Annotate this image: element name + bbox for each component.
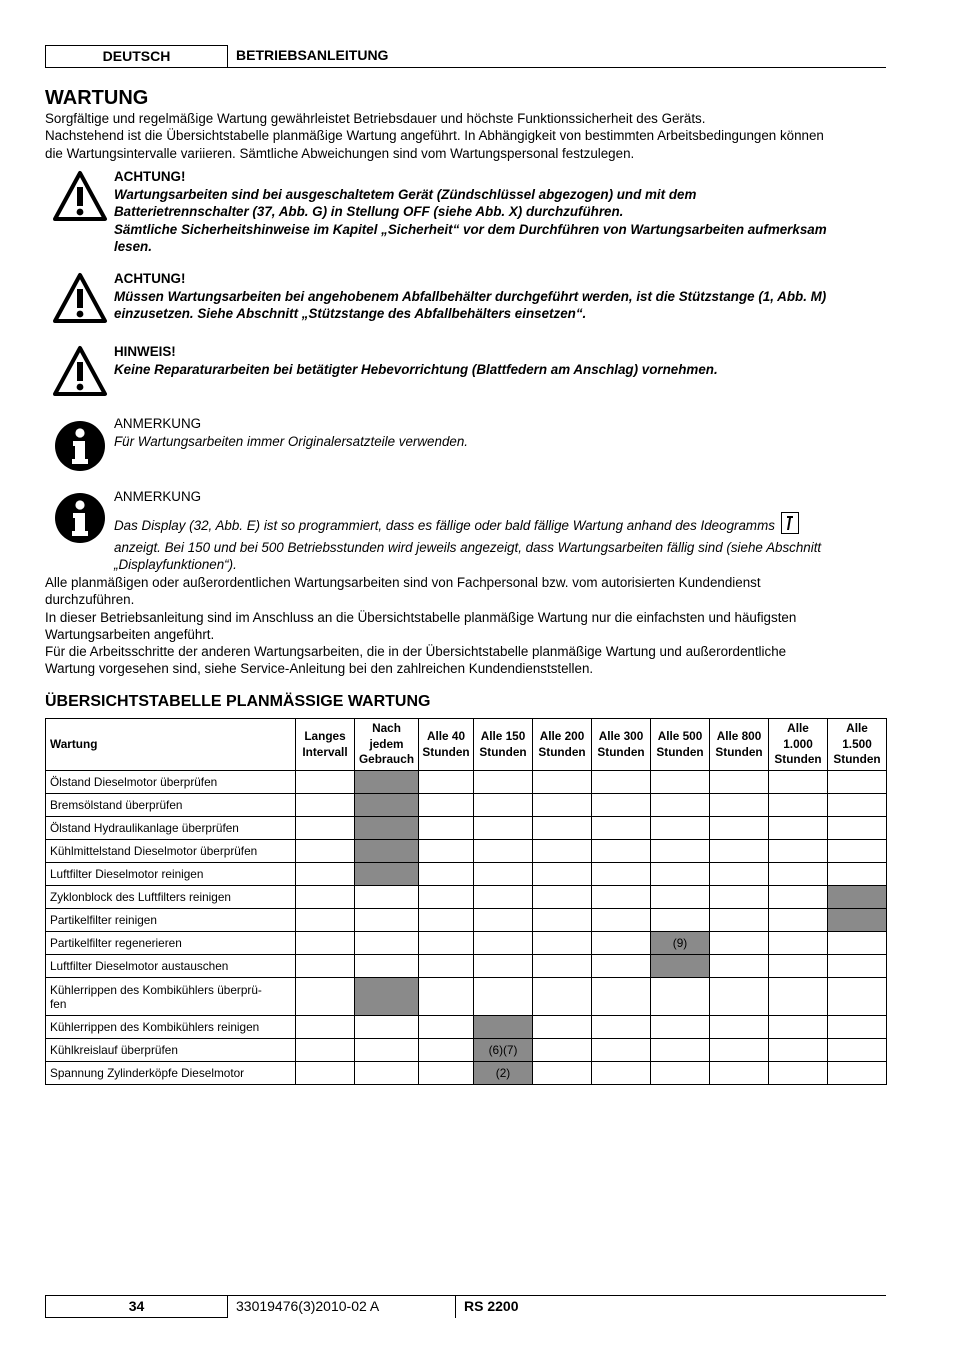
task-line: Kühlkreislauf überprüfen — [50, 1043, 178, 1057]
interval-cell — [355, 886, 419, 909]
interval-cell — [474, 840, 533, 863]
interval-cell — [296, 1039, 355, 1062]
interval-cell — [828, 1016, 887, 1039]
table-row — [46, 1016, 887, 1039]
task-line: Partikelfilter reinigen — [50, 913, 157, 927]
task-cell — [46, 863, 296, 886]
table-header-interval — [296, 719, 355, 771]
header-line: 1.500 — [842, 736, 872, 751]
interval-cell — [296, 886, 355, 909]
warning-note-2 — [114, 270, 894, 323]
info-icon — [54, 492, 106, 544]
task-line: Partikelfilter regenerieren — [50, 936, 182, 950]
interval-cell — [828, 1062, 887, 1085]
interval-cell — [533, 771, 592, 794]
interval-cell — [769, 932, 828, 955]
header-line: Wartung — [50, 736, 98, 751]
interval-cell — [533, 1039, 592, 1062]
table-row — [46, 909, 887, 932]
interval-cell — [710, 909, 769, 932]
remark-line — [114, 512, 904, 539]
task-line: fen — [50, 996, 67, 1011]
intro-paragraph — [45, 110, 895, 162]
interval-cell — [474, 863, 533, 886]
task-line: Ölstand Dieselmotor überprüfen — [50, 775, 218, 789]
table-header-interval — [828, 719, 887, 771]
interval-cell — [592, 794, 651, 817]
interval-cell — [533, 794, 592, 817]
header-line: Stunden — [715, 744, 763, 759]
interval-cell — [828, 771, 887, 794]
interval-cell — [769, 886, 828, 909]
interval-cell — [296, 863, 355, 886]
interval-cell — [355, 955, 419, 978]
table-header-interval — [533, 719, 592, 771]
interval-cell — [769, 978, 828, 1016]
interval-cell — [533, 886, 592, 909]
maintenance-marker — [355, 978, 419, 1016]
maintenance-marker — [474, 1016, 533, 1039]
note-line: Keine Reparaturarbeiten bei betätigter Hebevorrichtung (Blattfedern am Anschlag) vornehmen. — [114, 361, 718, 377]
interval-cell — [769, 955, 828, 978]
remark-line: anzeigt. Bei 150 und bei 500 Betriebsstunden wird jeweils angezeigt, dass Wartungsarbeiten fällig sind (siehe Abschnitt — [114, 539, 822, 555]
interval-cell — [533, 955, 592, 978]
header-line: Stunden — [774, 752, 822, 767]
interval-cell — [533, 909, 592, 932]
remark-2 — [114, 488, 904, 574]
table-row — [46, 794, 887, 817]
interval-cell — [592, 886, 651, 909]
table-row — [46, 1039, 887, 1062]
interval-cell — [769, 817, 828, 840]
maintenance-marker: (9) — [651, 932, 710, 955]
task-cell — [46, 978, 296, 1016]
interval-cell — [710, 932, 769, 955]
body-line: In dieser Betriebsanleitung sind im Anschluss an die Übersichtstabelle planmäßige Wartung nur die einfachsten und häufigsten — [45, 609, 797, 625]
interval-cell — [651, 794, 710, 817]
table-row — [46, 1062, 887, 1085]
interval-cell — [769, 863, 828, 886]
page-number: 34 — [128, 1298, 145, 1314]
interval-cell — [651, 909, 710, 932]
interval-cell — [533, 932, 592, 955]
remark-title: ANMERKUNG — [114, 416, 202, 431]
header-line: Stunden — [656, 744, 704, 759]
interval-cell — [419, 840, 474, 863]
maintenance-marker — [355, 794, 419, 817]
note-line: einzusetzen. Siehe Abschnitt „Stützstange des Abfallbehälters einsetzen“. — [114, 306, 587, 321]
interval-cell — [651, 840, 710, 863]
header-line: Alle 800 — [716, 729, 762, 743]
table-row — [46, 863, 887, 886]
interval-cell — [355, 1016, 419, 1039]
interval-cell — [651, 771, 710, 794]
interval-cell — [474, 909, 533, 932]
interval-cell — [419, 932, 474, 955]
body-line: Alle planmäßigen oder außerordentlichen Wartungsarbeiten sind von Fachpersonal bzw. vom autorisierten Kundendienst — [45, 575, 761, 590]
interval-cell — [533, 978, 592, 1016]
intro-line: Sorgfältige und regelmäßige Wartung gewährleistet Betriebsdauer und höchste Funktionssicherheit des Geräts. — [45, 111, 706, 126]
interval-cell — [828, 794, 887, 817]
warning-triangle-icon — [52, 345, 108, 397]
interval-cell — [769, 1039, 828, 1062]
maintenance-marker — [355, 840, 419, 863]
header-line: Gebrauch — [358, 752, 415, 767]
interval-cell — [710, 1016, 769, 1039]
interval-cell — [710, 771, 769, 794]
interval-cell — [651, 1039, 710, 1062]
header-rule — [228, 67, 886, 68]
interval-cell — [828, 978, 887, 1016]
interval-cell — [474, 794, 533, 817]
remark-line-text: Das Display (32, Abb. E) ist so programmiert, dass es fällige oder bald fällige Wartung anhand des Ideogramms — [114, 518, 775, 533]
task-line: Zyklonblock des Luftfilters reinigen — [50, 890, 231, 904]
maintenance-marker — [355, 863, 419, 886]
interval-cell — [710, 886, 769, 909]
header-line: Intervall — [302, 744, 348, 759]
interval-cell — [651, 1016, 710, 1039]
interval-cell — [710, 794, 769, 817]
interval-cell — [419, 771, 474, 794]
warning-note-1 — [114, 168, 894, 256]
table-row — [46, 771, 887, 794]
interval-cell — [592, 955, 651, 978]
hinweis-note — [114, 343, 894, 378]
header-language-box — [45, 45, 228, 68]
interval-cell — [710, 978, 769, 1016]
interval-cell — [474, 817, 533, 840]
info-icon — [54, 420, 106, 472]
task-line: Luftfilter Dieselmotor reinigen — [50, 867, 204, 881]
interval-cell — [651, 817, 710, 840]
table-header-interval — [592, 719, 651, 771]
interval-cell — [592, 817, 651, 840]
header-line: Alle 500 — [657, 729, 703, 743]
maintenance-marker — [355, 817, 419, 840]
interval-cell — [533, 840, 592, 863]
interval-cell — [769, 840, 828, 863]
interval-cell — [296, 771, 355, 794]
footer-page-box — [45, 1295, 228, 1318]
interval-cell — [828, 932, 887, 955]
task-cell — [46, 771, 296, 794]
interval-cell — [419, 794, 474, 817]
task-cell — [46, 817, 296, 840]
interval-cell — [828, 955, 887, 978]
interval-cell — [533, 863, 592, 886]
note-line: Batterietrennschalter (37, Abb. G) in Stellung OFF (siehe Abb. X) durchzuführen. — [114, 204, 624, 219]
task-line: Kühlerrippen des Kombikühlers reinigen — [50, 1020, 260, 1034]
note-title: ACHTUNG! — [114, 271, 186, 286]
intro-line: die Wartungsintervalle variieren. Sämtliche Abweichungen sind vom Wartungspersonal festzulegen. — [45, 145, 635, 161]
header-line: Alle 150 — [480, 729, 526, 743]
table-header-task — [46, 719, 296, 771]
task-line: Spannung Zylinderköpfe Dieselmotor — [50, 1066, 245, 1080]
interval-cell — [651, 886, 710, 909]
interval-cell — [828, 817, 887, 840]
interval-cell — [592, 1016, 651, 1039]
remark-line: „Displayfunktionen“). — [114, 557, 237, 572]
interval-cell — [419, 909, 474, 932]
interval-cell — [296, 794, 355, 817]
task-cell — [46, 886, 296, 909]
table-row — [46, 978, 887, 1016]
task-cell — [46, 840, 296, 863]
remark-1 — [114, 415, 894, 451]
table-row — [46, 817, 887, 840]
table-header-interval — [474, 719, 533, 771]
interval-cell — [296, 932, 355, 955]
interval-cell — [296, 1016, 355, 1039]
remark-line: Für Wartungsarbeiten immer Originalersatzteile verwenden. — [114, 434, 469, 449]
table-header-interval — [651, 719, 710, 771]
note-title: HINWEIS! — [114, 344, 176, 359]
note-line: Müssen Wartungsarbeiten bei angehobenem Abfallbehälter durchgeführt werden, ist die Stützstange (1, Abb. M) — [114, 288, 827, 304]
table-row — [46, 932, 887, 955]
header-line: Alle 200 — [539, 729, 585, 743]
note-line: Sämtliche Sicherheitshinweise im Kapitel „Sicherheit“ vor dem Durchführen von Wartungsarbeiten aufmerksam — [114, 221, 827, 237]
interval-cell — [355, 1062, 419, 1085]
header-line: Alle 40 — [426, 729, 466, 743]
task-line: Kühlmittelstand Dieselmotor überprüfen — [50, 844, 258, 858]
interval-cell — [651, 978, 710, 1016]
maintenance-table — [45, 718, 887, 1085]
interval-cell — [769, 794, 828, 817]
interval-cell — [651, 1062, 710, 1085]
body-line: Wartungsarbeiten angeführt. — [45, 626, 215, 642]
body-paragraph — [45, 574, 905, 678]
interval-cell — [769, 1016, 828, 1039]
note-line: lesen. — [114, 239, 152, 254]
interval-cell — [296, 1062, 355, 1085]
table-header-interval — [355, 719, 419, 771]
header-line: 1.000 — [783, 736, 813, 751]
task-line: Bremsölstand überprüfen — [50, 798, 183, 812]
header-line: Stunden — [597, 744, 645, 759]
interval-cell — [710, 817, 769, 840]
interval-cell — [296, 909, 355, 932]
interval-cell — [710, 1062, 769, 1085]
table-header-interval — [769, 719, 828, 771]
interval-cell — [828, 1039, 887, 1062]
interval-cell — [592, 909, 651, 932]
interval-cell — [474, 978, 533, 1016]
task-line: Ölstand Hydraulikanlage überprüfen — [50, 821, 239, 835]
note-line: Wartungsarbeiten sind bei ausgeschaltetem Gerät (Zündschlüssel abgezogen) und mit dem — [114, 186, 697, 202]
task-line: Kühlerrippen des Kombikühlers überprü- — [50, 982, 262, 997]
task-cell — [46, 909, 296, 932]
interval-cell — [710, 863, 769, 886]
interval-cell — [419, 955, 474, 978]
interval-cell — [296, 955, 355, 978]
task-line: Luftfilter Dieselmotor austauschen — [50, 959, 229, 973]
table-row — [46, 840, 887, 863]
body-line: Wartung vorgesehen sind, siehe Service-Anleitung bei den zahlreichen Kundendienststellen. — [45, 661, 594, 677]
interval-cell — [474, 955, 533, 978]
model-name: RS 2200 — [464, 1298, 519, 1314]
interval-cell — [419, 817, 474, 840]
header-line: Langes — [304, 729, 346, 743]
task-cell — [46, 932, 296, 955]
note-title: ACHTUNG! — [114, 169, 186, 184]
header-line: Stunden — [833, 752, 881, 767]
maintenance-marker — [828, 886, 887, 909]
interval-cell — [828, 863, 887, 886]
interval-cell — [769, 1062, 828, 1085]
page-title: WARTUNG — [45, 87, 149, 109]
interval-cell — [651, 863, 710, 886]
table-title: ÜBERSICHTSTABELLE PLANMÄSSIGE WARTUNG — [45, 693, 431, 710]
doc-code: 33019476(3)2010-02 A — [236, 1298, 380, 1314]
interval-cell — [474, 886, 533, 909]
table-header-interval — [710, 719, 769, 771]
body-line: durchzuführen. — [45, 592, 135, 608]
interval-cell — [296, 840, 355, 863]
interval-cell — [355, 932, 419, 955]
task-cell — [46, 1062, 296, 1085]
maintenance-marker — [828, 909, 887, 932]
wrench-icon — [781, 512, 799, 539]
header-language: DEUTSCH — [102, 48, 171, 64]
warning-triangle-icon — [52, 170, 108, 222]
table-row — [46, 886, 887, 909]
interval-cell — [296, 978, 355, 1016]
remark-title: ANMERKUNG — [114, 489, 202, 504]
interval-cell — [419, 1039, 474, 1062]
warning-triangle-icon — [52, 272, 108, 324]
footer-divider — [455, 1295, 456, 1318]
interval-cell — [592, 863, 651, 886]
interval-cell — [355, 909, 419, 932]
interval-cell — [533, 817, 592, 840]
table-row — [46, 955, 887, 978]
task-cell — [46, 955, 296, 978]
interval-cell — [592, 840, 651, 863]
table-header-row — [46, 719, 887, 771]
interval-cell — [592, 1062, 651, 1085]
table-header-interval — [419, 719, 474, 771]
interval-cell — [355, 1039, 419, 1062]
interval-cell — [769, 771, 828, 794]
header-line: Alle — [846, 721, 868, 736]
interval-cell — [828, 840, 887, 863]
intro-line: Nachstehend ist die Übersichtstabelle planmäßige Wartung angeführt. In Abhängigkeit von bestimmten Arbeitsbedingungen können — [45, 128, 824, 144]
interval-cell — [592, 932, 651, 955]
body-line: Für die Arbeitsschritte der anderen Wartungsarbeiten, die in der Übersichtstabelle planmäßige Wartung und außerordentliche — [45, 644, 787, 660]
interval-cell — [419, 863, 474, 886]
header-line: Stunden — [538, 744, 586, 759]
interval-cell — [533, 1016, 592, 1039]
interval-cell — [419, 886, 474, 909]
interval-cell — [474, 771, 533, 794]
maintenance-marker: (6)(7) — [474, 1039, 533, 1062]
maintenance-marker — [355, 771, 419, 794]
header-line: Stunden — [422, 744, 470, 759]
header-line: Nach — [372, 721, 401, 736]
interval-cell — [592, 1039, 651, 1062]
interval-cell — [710, 840, 769, 863]
maintenance-marker — [651, 955, 710, 978]
interval-cell — [419, 978, 474, 1016]
maintenance-marker: (2) — [474, 1062, 533, 1085]
interval-cell — [592, 978, 651, 1016]
header-line: Alle 300 — [598, 729, 644, 743]
task-cell — [46, 1039, 296, 1062]
interval-cell — [533, 1062, 592, 1085]
task-cell — [46, 794, 296, 817]
interval-cell — [419, 1062, 474, 1085]
interval-cell — [296, 817, 355, 840]
task-cell — [46, 1016, 296, 1039]
interval-cell — [710, 1039, 769, 1062]
header-line: Alle — [787, 721, 809, 736]
header-line: Stunden — [479, 744, 527, 759]
interval-cell — [474, 932, 533, 955]
header-line: jedem — [369, 736, 404, 751]
header-doc-type: BETRIEBSANLEITUNG — [236, 47, 389, 63]
interval-cell — [592, 771, 651, 794]
interval-cell — [710, 955, 769, 978]
interval-cell — [769, 909, 828, 932]
interval-cell — [419, 1016, 474, 1039]
